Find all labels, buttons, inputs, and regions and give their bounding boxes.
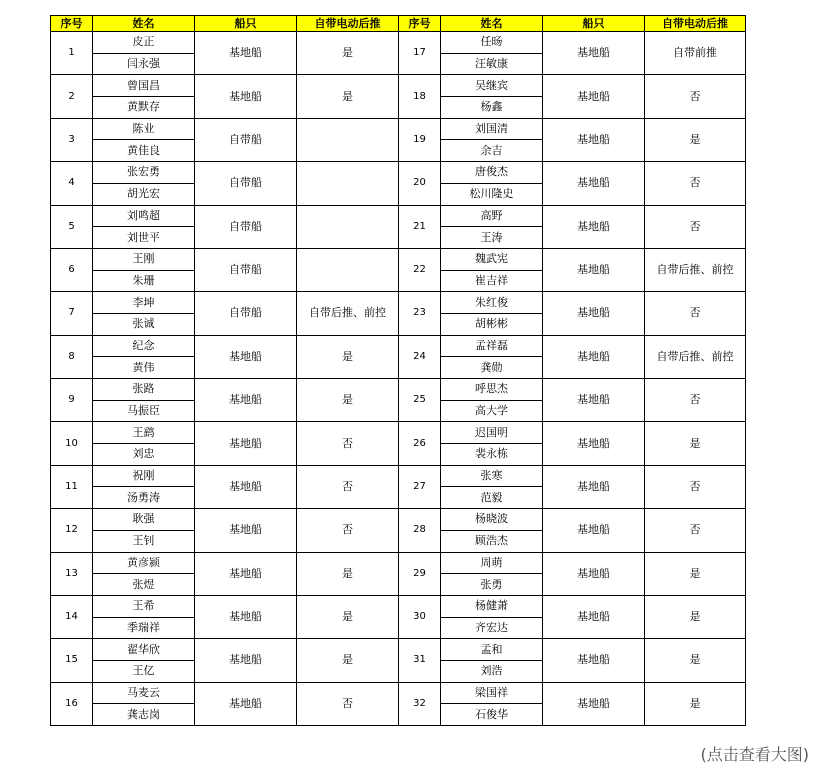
motor-cell: 是 bbox=[297, 552, 399, 595]
table-row bbox=[51, 205, 746, 227]
name-cell: 朱珊 bbox=[93, 270, 195, 292]
boat-cell: 基地船 bbox=[195, 32, 297, 75]
name-cell: 刘世平 bbox=[93, 227, 195, 249]
boat-cell: 基地船 bbox=[543, 32, 645, 75]
name-cell: 崔吉祥 bbox=[441, 270, 543, 292]
motor-cell: 自带后推、前控 bbox=[645, 335, 746, 378]
seq-cell: 19 bbox=[399, 118, 441, 161]
table-row bbox=[51, 162, 746, 184]
motor-cell: 否 bbox=[297, 509, 399, 552]
seq-cell: 23 bbox=[399, 292, 441, 335]
header-seq: 序号 bbox=[51, 16, 93, 32]
name-cell: 耿强 bbox=[93, 509, 195, 531]
header-name: 姓名 bbox=[93, 16, 195, 32]
boat-cell: 基地船 bbox=[543, 118, 645, 161]
name-cell: 刘忠 bbox=[93, 444, 195, 466]
name-cell: 孟和 bbox=[441, 639, 543, 661]
boat-cell: 基地船 bbox=[543, 465, 645, 508]
motor-cell: 是 bbox=[645, 422, 746, 465]
name-cell: 王刚 bbox=[93, 248, 195, 270]
seq-cell: 3 bbox=[51, 118, 93, 161]
name-cell: 王希 bbox=[93, 595, 195, 617]
table-row bbox=[51, 75, 746, 97]
seq-cell: 11 bbox=[51, 465, 93, 508]
motor-cell: 否 bbox=[645, 292, 746, 335]
motor-cell: 是 bbox=[645, 552, 746, 595]
name-cell: 皮正 bbox=[93, 32, 195, 54]
motor-cell: 否 bbox=[297, 682, 399, 725]
motor-cell bbox=[297, 162, 399, 205]
header-boat: 船只 bbox=[543, 16, 645, 32]
seq-cell: 18 bbox=[399, 75, 441, 118]
name-cell: 黄彦颍 bbox=[93, 552, 195, 574]
seq-cell: 14 bbox=[51, 595, 93, 638]
header-seq: 序号 bbox=[399, 16, 441, 32]
name-cell: 呼思杰 bbox=[441, 379, 543, 401]
name-cell: 王亿 bbox=[93, 660, 195, 682]
table-row bbox=[51, 552, 746, 574]
seq-cell: 4 bbox=[51, 162, 93, 205]
motor-cell: 否 bbox=[645, 509, 746, 552]
boat-cell: 自带船 bbox=[195, 248, 297, 291]
name-cell: 刘国清 bbox=[441, 118, 543, 140]
name-cell: 孟祥磊 bbox=[441, 335, 543, 357]
motor-cell: 自带前推 bbox=[645, 32, 746, 75]
name-cell: 张勇 bbox=[441, 574, 543, 596]
name-cell: 余吉 bbox=[441, 140, 543, 162]
table-row bbox=[51, 422, 746, 444]
boat-cell: 自带船 bbox=[195, 162, 297, 205]
name-cell: 王涛 bbox=[441, 227, 543, 249]
name-cell: 迟国明 bbox=[441, 422, 543, 444]
header-row bbox=[51, 16, 746, 32]
name-cell: 高大学 bbox=[441, 400, 543, 422]
seq-cell: 24 bbox=[399, 335, 441, 378]
name-cell: 汤勇涛 bbox=[93, 487, 195, 509]
view-large-image-link[interactable]: (点击查看大图) bbox=[700, 745, 809, 764]
boat-cell: 基地船 bbox=[543, 639, 645, 682]
name-cell: 石俊华 bbox=[441, 704, 543, 726]
boat-cell: 基地船 bbox=[543, 595, 645, 638]
name-cell: 张煜 bbox=[93, 574, 195, 596]
seq-cell: 30 bbox=[399, 595, 441, 638]
boat-cell: 基地船 bbox=[195, 639, 297, 682]
table-row bbox=[51, 509, 746, 531]
name-cell: 齐宏达 bbox=[441, 617, 543, 639]
motor-cell: 是 bbox=[297, 379, 399, 422]
motor-cell: 自带后推、前控 bbox=[645, 248, 746, 291]
name-cell: 吴继宾 bbox=[441, 75, 543, 97]
seq-cell: 32 bbox=[399, 682, 441, 725]
seq-cell: 8 bbox=[51, 335, 93, 378]
name-cell: 胡光宏 bbox=[93, 183, 195, 205]
boat-cell: 基地船 bbox=[543, 509, 645, 552]
seq-cell: 15 bbox=[51, 639, 93, 682]
boat-cell: 基地船 bbox=[543, 379, 645, 422]
seq-cell: 31 bbox=[399, 639, 441, 682]
table-row bbox=[51, 292, 746, 314]
motor-cell: 是 bbox=[297, 335, 399, 378]
boat-cell: 基地船 bbox=[195, 75, 297, 118]
motor-cell: 是 bbox=[645, 639, 746, 682]
boat-cell: 基地船 bbox=[195, 422, 297, 465]
name-cell: 纪念 bbox=[93, 335, 195, 357]
header-boat: 船只 bbox=[195, 16, 297, 32]
seq-cell: 2 bbox=[51, 75, 93, 118]
boat-cell: 基地船 bbox=[543, 75, 645, 118]
name-cell: 翟华欣 bbox=[93, 639, 195, 661]
table-row bbox=[51, 465, 746, 487]
boat-cell: 基地船 bbox=[195, 335, 297, 378]
motor-cell: 是 bbox=[297, 639, 399, 682]
name-cell: 顾浩杰 bbox=[441, 530, 543, 552]
seq-cell: 1 bbox=[51, 32, 93, 75]
name-cell: 曾国昌 bbox=[93, 75, 195, 97]
name-cell: 黄佳良 bbox=[93, 140, 195, 162]
name-cell: 张寒 bbox=[441, 465, 543, 487]
motor-cell: 是 bbox=[645, 595, 746, 638]
motor-cell bbox=[297, 248, 399, 291]
seq-cell: 12 bbox=[51, 509, 93, 552]
name-cell: 梁国祥 bbox=[441, 682, 543, 704]
name-cell: 张路 bbox=[93, 379, 195, 401]
name-cell: 刘浩 bbox=[441, 660, 543, 682]
boat-cell: 基地船 bbox=[543, 205, 645, 248]
name-cell: 杨鑫 bbox=[441, 97, 543, 119]
seq-cell: 25 bbox=[399, 379, 441, 422]
name-cell: 松川隆史 bbox=[441, 183, 543, 205]
seq-cell: 28 bbox=[399, 509, 441, 552]
name-cell: 胡彬彬 bbox=[441, 313, 543, 335]
table-row bbox=[51, 595, 746, 617]
boat-cell: 自带船 bbox=[195, 205, 297, 248]
boat-cell: 基地船 bbox=[543, 292, 645, 335]
seq-cell: 29 bbox=[399, 552, 441, 595]
name-cell: 杨晓波 bbox=[441, 509, 543, 531]
boat-cell: 自带船 bbox=[195, 118, 297, 161]
seq-cell: 27 bbox=[399, 465, 441, 508]
table-row bbox=[51, 248, 746, 270]
table-row bbox=[51, 682, 746, 704]
seq-cell: 9 bbox=[51, 379, 93, 422]
name-cell: 闫永强 bbox=[93, 53, 195, 75]
roster-table bbox=[50, 15, 746, 726]
seq-cell: 20 bbox=[399, 162, 441, 205]
motor-cell: 是 bbox=[645, 682, 746, 725]
boat-cell: 基地船 bbox=[195, 595, 297, 638]
motor-cell: 是 bbox=[297, 75, 399, 118]
name-cell: 高野 bbox=[441, 205, 543, 227]
seq-cell: 6 bbox=[51, 248, 93, 291]
name-cell: 龚勋 bbox=[441, 357, 543, 379]
motor-cell: 否 bbox=[297, 422, 399, 465]
table-row bbox=[51, 32, 746, 54]
name-cell: 祝刚 bbox=[93, 465, 195, 487]
motor-cell: 否 bbox=[645, 162, 746, 205]
motor-cell bbox=[297, 205, 399, 248]
seq-cell: 17 bbox=[399, 32, 441, 75]
motor-cell: 是 bbox=[645, 118, 746, 161]
boat-cell: 基地船 bbox=[543, 682, 645, 725]
header-motor: 自带电动后推 bbox=[297, 16, 399, 32]
name-cell: 张宏勇 bbox=[93, 162, 195, 184]
seq-cell: 16 bbox=[51, 682, 93, 725]
name-cell: 黄默存 bbox=[93, 97, 195, 119]
name-cell: 唐俊杰 bbox=[441, 162, 543, 184]
name-cell: 朱红俊 bbox=[441, 292, 543, 314]
name-cell: 周萌 bbox=[441, 552, 543, 574]
seq-cell: 7 bbox=[51, 292, 93, 335]
boat-cell: 基地船 bbox=[543, 422, 645, 465]
motor-cell: 否 bbox=[645, 75, 746, 118]
motor-cell bbox=[297, 118, 399, 161]
name-cell: 李坤 bbox=[93, 292, 195, 314]
boat-cell: 基地船 bbox=[543, 552, 645, 595]
name-cell: 陈业 bbox=[93, 118, 195, 140]
name-cell: 魏武宪 bbox=[441, 248, 543, 270]
boat-cell: 基地船 bbox=[195, 509, 297, 552]
boat-cell: 基地船 bbox=[543, 248, 645, 291]
header-name: 姓名 bbox=[441, 16, 543, 32]
name-cell: 王钊 bbox=[93, 530, 195, 552]
table-row bbox=[51, 379, 746, 401]
table-row bbox=[51, 335, 746, 357]
name-cell: 汪敏康 bbox=[441, 53, 543, 75]
seq-cell: 13 bbox=[51, 552, 93, 595]
table-body bbox=[51, 32, 746, 726]
seq-cell: 5 bbox=[51, 205, 93, 248]
name-cell: 任旸 bbox=[441, 32, 543, 54]
motor-cell: 自带后推、前控 bbox=[297, 292, 399, 335]
name-cell: 龚志岗 bbox=[93, 704, 195, 726]
boat-cell: 自带船 bbox=[195, 292, 297, 335]
boat-cell: 基地船 bbox=[195, 682, 297, 725]
header-motor: 自带电动后推 bbox=[645, 16, 746, 32]
boat-cell: 基地船 bbox=[543, 162, 645, 205]
motor-cell: 否 bbox=[297, 465, 399, 508]
name-cell: 裴永栋 bbox=[441, 444, 543, 466]
boat-cell: 基地船 bbox=[195, 465, 297, 508]
seq-cell: 26 bbox=[399, 422, 441, 465]
seq-cell: 10 bbox=[51, 422, 93, 465]
boat-cell: 基地船 bbox=[195, 552, 297, 595]
name-cell: 黄伟 bbox=[93, 357, 195, 379]
motor-cell: 否 bbox=[645, 465, 746, 508]
name-cell: 范毅 bbox=[441, 487, 543, 509]
table-row bbox=[51, 639, 746, 661]
motor-cell: 是 bbox=[297, 32, 399, 75]
seq-cell: 22 bbox=[399, 248, 441, 291]
motor-cell: 否 bbox=[645, 205, 746, 248]
name-cell: 季瑞祥 bbox=[93, 617, 195, 639]
name-cell: 杨健萧 bbox=[441, 595, 543, 617]
boat-cell: 基地船 bbox=[543, 335, 645, 378]
name-cell: 马振臣 bbox=[93, 400, 195, 422]
name-cell: 马麦云 bbox=[93, 682, 195, 704]
motor-cell: 是 bbox=[297, 595, 399, 638]
name-cell: 刘鸣超 bbox=[93, 205, 195, 227]
motor-cell: 否 bbox=[645, 379, 746, 422]
seq-cell: 21 bbox=[399, 205, 441, 248]
name-cell: 王鹞 bbox=[93, 422, 195, 444]
boat-cell: 基地船 bbox=[195, 379, 297, 422]
name-cell: 张诚 bbox=[93, 313, 195, 335]
table-row bbox=[51, 118, 746, 140]
